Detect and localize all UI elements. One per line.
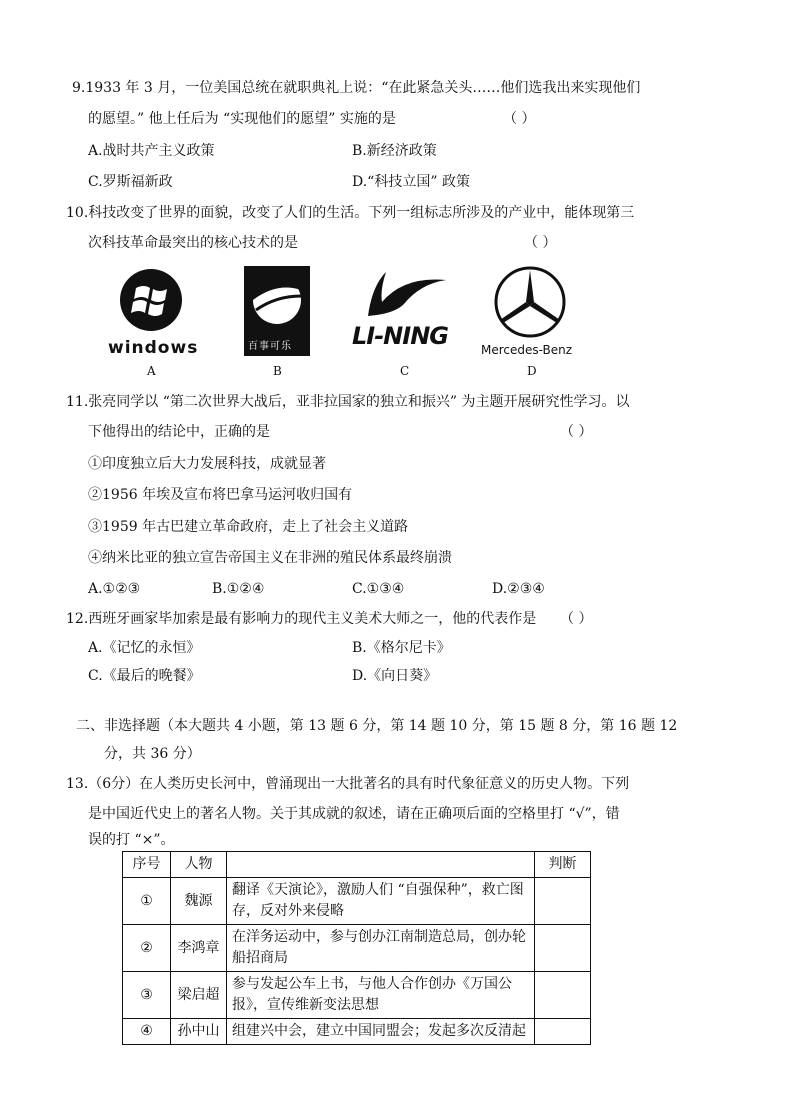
q11-statement-1: ①印度独立后大力发展科技，成就显著	[88, 456, 326, 472]
logo-letter-a: A	[147, 364, 156, 378]
logo-letter-b: B	[273, 364, 282, 378]
table-header-judge: 判断	[535, 852, 591, 878]
row-no: ①	[123, 878, 171, 925]
q12-stem: 12.西班牙画家毕加索是最有影响力的现代主义美术大师之一，他的代表作是	[66, 611, 537, 627]
q11-statement-4: ④纳米比亚的独立宣告帝国主义在非洲的殖民体系最终崩溃	[88, 550, 452, 566]
q10-stem-line1: 10.科技改变了世界的面貌，改变了人们的生活。下列一组标志所涉及的产业中，能体现第三	[66, 205, 635, 221]
table-header-row	[123, 852, 591, 878]
table-row	[123, 1019, 591, 1045]
row-person: 梁启超	[171, 972, 227, 1019]
row-desc: 在洋务运动中，参与创办江南制造总局，创办轮船招商局	[227, 925, 535, 972]
q12-option-c: C.《最后的晚餐》	[88, 668, 201, 684]
row-desc: 组建兴中会，建立中国同盟会；发起多次反清起	[227, 1019, 535, 1045]
row-person: 孙中山	[171, 1019, 227, 1045]
mercedes-benz-logo	[490, 264, 570, 344]
table-row	[123, 972, 591, 1019]
section2-heading-line1: 二、非选择题（本大题共 4 小题，第 13 题 6 分，第 14 题 10 分，第 15 题 8 分，第 16 题 12	[76, 718, 678, 734]
q11-option-d: D.②③④	[492, 581, 545, 597]
q9-option-c: C.罗斯福新政	[88, 174, 173, 190]
q9-stem-line1: 9.1933 年 3 月，一位美国总统在就职典礼上说：“在此紧急关头……他们选我出来实现他们	[72, 80, 641, 96]
row-desc: 参与发起公车上书，与他人合作创办《万国公报》，宣传维新变法思想	[227, 972, 535, 1019]
row-person: 魏源	[171, 878, 227, 925]
row-no: ③	[123, 972, 171, 1019]
row-no: ②	[123, 925, 171, 972]
q11-statement-2: ②1956 年埃及宣布将巴拿马运河收归国有	[88, 487, 353, 503]
q9-option-a: A.战时共产主义政策	[88, 143, 215, 159]
table-header-no: 序号	[123, 852, 171, 878]
q13-stem-line3: 误的打 “×”。	[88, 832, 175, 848]
q9-answer-paren: （ ）	[503, 111, 536, 127]
q11-option-c: C.①③④	[352, 581, 405, 597]
q11-answer-paren: （ ）	[560, 424, 593, 440]
logo-letter-c: C	[400, 364, 410, 378]
q11-stem-line1: 11.张亮同学以 “第二次世界大战后，亚非拉国家的独立和振兴” 为主题开展研究性学习。以	[66, 394, 630, 410]
q11-stem-line2: 下他得出的结论中，正确的是	[88, 424, 270, 440]
q11-statement-3: ③1959 年古巴建立革命政府，走上了社会主义道路	[88, 519, 409, 535]
logo-letter-d: D	[527, 364, 537, 378]
judge-answer-cell[interactable]	[535, 878, 591, 925]
table-header-desc	[227, 852, 535, 878]
q9-stem-line2: 的愿望。” 他上任后为 “实现他们的愿望” 实施的是	[88, 111, 396, 127]
li-ning-logo	[362, 268, 452, 320]
table-header-person: 人物	[171, 852, 227, 878]
mercedes-benz-logo-text: Mercedes-Benz	[481, 343, 573, 357]
q13-stem-line2: 是中国近代史上的著名人物。关于其成就的叙述，请在正确项后面的空格里打 “√”，错	[88, 806, 620, 822]
q9-option-b: B.新经济政策	[352, 143, 437, 159]
q11-option-a: A.①②③	[88, 581, 141, 597]
q12-option-a: A.《记忆的永恒》	[88, 640, 201, 656]
table-row	[123, 925, 591, 972]
q13-table	[122, 851, 591, 1045]
q12-option-d: D.《向日葵》	[352, 668, 438, 684]
q13-stem-line1: 13.（6分）在人类历史长河中，曾涌现出一大批著名的具有时代象征意义的历史人物。下列	[66, 776, 630, 792]
q12-option-b: B.《格尔尼卡》	[352, 640, 451, 656]
q10-stem-line2: 次科技革命最突出的核心技术的是	[88, 235, 298, 251]
q11-option-b: B.①②④	[212, 581, 265, 597]
judge-answer-cell[interactable]	[535, 925, 591, 972]
li-ning-logo-text: LI-NING	[352, 322, 448, 350]
row-desc: 翻译《天演论》，激励人们 “自强保种”，救亡图存，反对外来侵略	[227, 878, 535, 925]
q9-option-d: D.“科技立国” 政策	[352, 174, 470, 190]
row-person: 李鸿章	[171, 925, 227, 972]
q12-answer-paren: （ ）	[560, 611, 593, 627]
section2-heading-line2: 分，共 36 分）	[104, 746, 201, 762]
q10-answer-paren: （ ）	[524, 235, 557, 251]
judge-answer-cell[interactable]	[535, 972, 591, 1019]
pepsi-logo-text: 百事可乐	[248, 341, 292, 352]
judge-answer-cell[interactable]	[535, 1019, 591, 1045]
row-no: ④	[123, 1019, 171, 1045]
windows-logo-text: windows	[108, 338, 199, 358]
table-row	[123, 878, 591, 925]
